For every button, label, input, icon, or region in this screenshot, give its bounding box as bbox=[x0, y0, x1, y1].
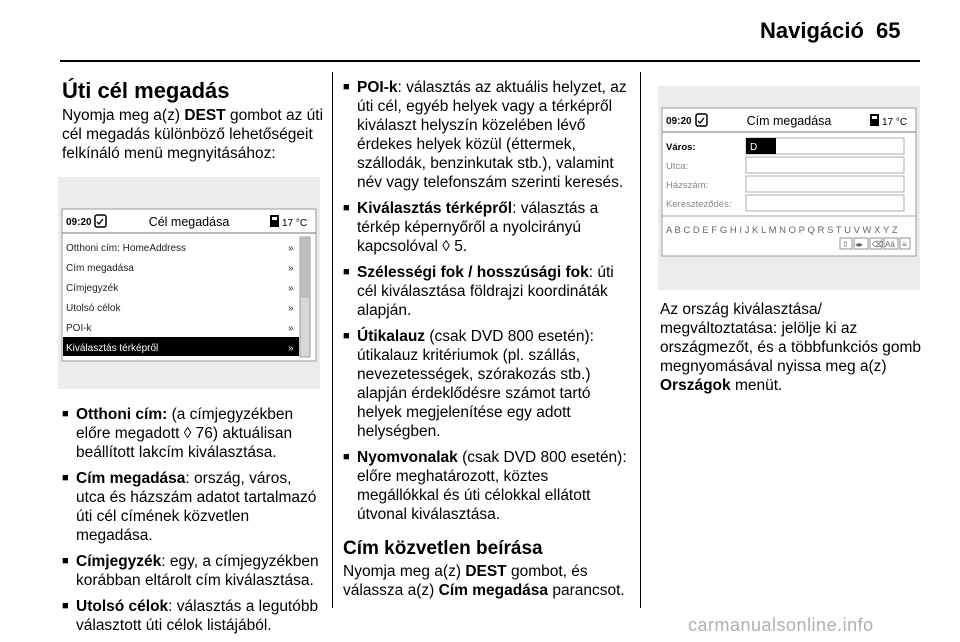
chevron-right-icon: » bbox=[288, 303, 294, 314]
bold-term: Cím megadása bbox=[76, 470, 186, 487]
bold-term: DEST bbox=[465, 563, 507, 580]
column-divider-1 bbox=[332, 72, 333, 608]
bold-term: Utolsó célok bbox=[76, 598, 169, 615]
screen-keyboard: A B C D E F G H I J K L M N O P Q R S T U V W X Y Z bbox=[666, 225, 898, 236]
intro-paragraph bbox=[62, 106, 324, 163]
field-label: Kereszteződés: bbox=[666, 199, 732, 210]
address-input-field[interactable] bbox=[746, 176, 904, 192]
arrows-icon: ◂▸ bbox=[855, 240, 864, 249]
header-divider bbox=[60, 60, 920, 62]
bold-term: Cím megadása bbox=[438, 582, 549, 599]
menu-item[interactable]: Címjegyzék bbox=[66, 283, 119, 294]
screen-title: Cím megadása bbox=[746, 114, 832, 128]
list-item bbox=[343, 327, 631, 441]
direct-entry-paragraph bbox=[343, 562, 631, 600]
text-run: menüt. bbox=[730, 377, 783, 394]
field-label: Utca: bbox=[666, 161, 689, 172]
column-2 bbox=[343, 78, 631, 600]
list-icon: ≡ bbox=[902, 240, 907, 249]
text-run: gombot, és válassza a(z) bbox=[343, 563, 588, 599]
text-run: (a címjegyzékben előre megadott ◊ 76) aktuálisan beállított lakcím kiválasztása. bbox=[76, 406, 294, 461]
text-run: gombot az úti cél megadás különböző lehetőségeit felkínáló menü megnyitásához: bbox=[62, 107, 324, 162]
chevron-right-icon: » bbox=[288, 283, 294, 294]
menu-item[interactable]: Kiválasztás térképről bbox=[66, 343, 159, 354]
list-item bbox=[343, 78, 631, 192]
fuel-icon bbox=[870, 114, 879, 126]
menu-item[interactable]: Utolsó célok bbox=[66, 303, 121, 314]
bold-term: Otthoni cím: bbox=[76, 406, 168, 423]
field-label: Házszám: bbox=[666, 180, 709, 191]
chevron-right-icon: » bbox=[288, 323, 294, 334]
screen-scrollbar-thumb bbox=[301, 238, 309, 298]
case-toggle-key: Aä bbox=[885, 240, 895, 249]
fuel-icon bbox=[270, 215, 279, 227]
list-item bbox=[62, 405, 324, 462]
text-run: : ország, város, utca és házszám adatot tartalmazó úti cél címének közvetlen megadása. bbox=[76, 470, 317, 544]
field-label: Város: bbox=[666, 142, 696, 153]
text-run: Nyomja meg a(z) bbox=[343, 563, 466, 580]
address-input-field[interactable] bbox=[746, 157, 904, 173]
screen-time: 09:20 bbox=[66, 217, 92, 228]
chevron-right-icon: » bbox=[288, 263, 294, 274]
subsection-heading: Cím közvetlen beírása bbox=[343, 538, 543, 559]
destination-menu-screen bbox=[58, 177, 320, 389]
chevron-right-icon: » bbox=[288, 243, 294, 254]
backspace-icon: ⌫ bbox=[872, 240, 884, 249]
bold-term: DEST bbox=[184, 107, 226, 124]
option-list-continued bbox=[343, 78, 631, 524]
column-3 bbox=[660, 300, 922, 395]
bold-term: Címjegyzék bbox=[76, 553, 162, 570]
column-1 bbox=[62, 78, 324, 642]
option-list bbox=[62, 405, 324, 635]
text-run: : választás az aktuális helyzet, az úti cél, egyéb helyek vagy a térképről kiválaszt helyszín közelében lévő érdekes helyek közül (éttermek, szállodák, benzinkutak stb.), valamint név vagy telefonszám szerinti keresés. bbox=[357, 79, 627, 191]
list-item bbox=[62, 469, 324, 545]
menu-item[interactable]: POI-k bbox=[66, 323, 92, 334]
text-run: : úti cél kiválasztása földrajzi koordináták alapján. bbox=[357, 264, 614, 319]
text-run: (csak DVD 800 esetén): útikalauz kritériumok (pl. szállás, nevezetességek, szórakozás stb.) alapján érdeklődésre számot tartó helyek megjelenítése egy adott helységben. bbox=[357, 328, 594, 440]
menu-item[interactable]: Cím megadása bbox=[66, 263, 134, 274]
bold-term: Útikalauz bbox=[357, 328, 426, 345]
address-input-field[interactable] bbox=[746, 195, 904, 211]
menu-item[interactable]: Otthoni cím: HomeAddress bbox=[66, 243, 187, 254]
text-run: (csak DVD 800 esetén): előre meghatározott, köztes megállókkal és úti célokkal ellátott útvonal kiválasztása. bbox=[357, 449, 627, 523]
screen-title: Cél megadása bbox=[148, 215, 230, 229]
bold-term: POI-k bbox=[357, 79, 398, 96]
list-item bbox=[62, 597, 324, 635]
watermark: carmanualsonline.info bbox=[688, 615, 874, 635]
text-run: parancsot. bbox=[548, 582, 625, 599]
chevron-right-icon: » bbox=[288, 343, 294, 354]
screen-temperature: 17 °C bbox=[282, 218, 308, 229]
bold-term: Szélességi fok / hosszúsági fok bbox=[357, 264, 589, 281]
list-item bbox=[62, 552, 324, 590]
arrow-up-icon: ⇧ bbox=[842, 240, 849, 249]
address-entry-screen bbox=[658, 86, 920, 290]
address-entry-screenshot bbox=[658, 86, 920, 290]
page-number: 65 bbox=[876, 18, 901, 43]
text-run: : egy, a címjegyzékben korábban eltárolt cím kiválasztása. bbox=[76, 553, 319, 589]
bold-term: Nyomvonalak bbox=[357, 449, 458, 466]
list-item bbox=[343, 199, 631, 256]
text-run: Nyomja meg a(z) bbox=[62, 107, 185, 124]
destination-menu-screenshot bbox=[58, 177, 320, 389]
screen-temperature: 17 °C bbox=[882, 117, 908, 128]
field-value: D bbox=[750, 142, 758, 153]
bold-term: Kiválasztás térképről bbox=[357, 200, 513, 217]
running-title: Navigáció bbox=[760, 18, 864, 43]
text-run: : választás a térkép képernyőről a nyolcirányú kapcsolóval ◊ 5. bbox=[357, 200, 599, 255]
section-heading: Úti cél megadás bbox=[62, 78, 230, 103]
text-run: : választás a legutóbb választott úti célok listájából. bbox=[76, 598, 319, 634]
column-divider-2 bbox=[640, 72, 641, 608]
country-paragraph bbox=[660, 300, 922, 395]
list-item bbox=[343, 448, 631, 524]
bold-term: Országok bbox=[660, 377, 731, 394]
list-item bbox=[343, 263, 631, 320]
text-run: Az ország kiválasztása/ megváltoztatása: jelölje ki az országmezőt, és a többfunkciós gomb megnyomásával nyissa meg a(z) bbox=[660, 301, 922, 375]
screen-time: 09:20 bbox=[666, 116, 692, 127]
